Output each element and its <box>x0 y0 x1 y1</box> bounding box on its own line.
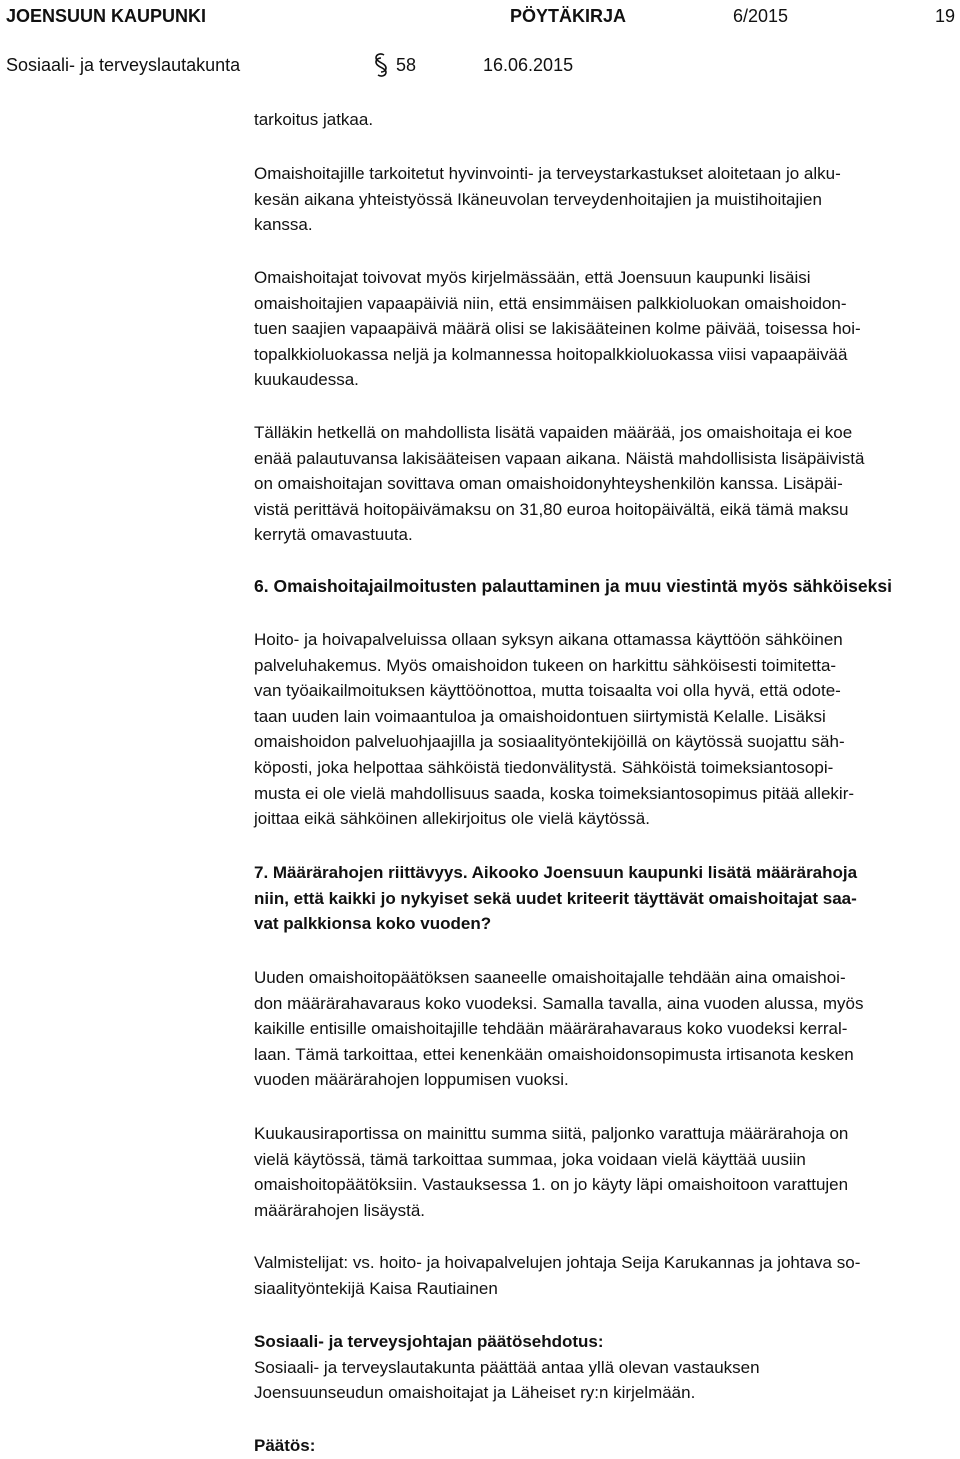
text-line: Sosiaali- ja terveyslautakunta päättää antaa yllä olevan vastauksen <box>254 1357 760 1377</box>
decision-heading: Päätös: <box>254 1436 316 1455</box>
text-line: taan uuden lain voimaantuloa ja omaishoidontuen siirtymistä Kelalle. Lisäksi <box>254 706 826 726</box>
page-number: 19 <box>935 6 956 26</box>
text-line: vielä käytössä, tämä tarkoittaa summaa, joka voidaan vielä käyttää uusiin <box>254 1149 806 1169</box>
text-line: van työaikailmoituksen käyttöönottoa, mutta toisaalta voi olla hyvä, että odote- <box>254 681 841 701</box>
text-line: Joensuunseudun omaishoitajat ja Läheiset ry:n kirjelmään. <box>254 1383 696 1403</box>
text-line: laan. Tämä tarkoittaa, ettei kenenkään omaishoidonsopimusta irtisanota kesken <box>254 1044 854 1064</box>
section-6-heading: 6. Omaishoitajailmoitusten palauttaminen ja muu viestintä myös sähköiseksi <box>254 576 892 596</box>
text-line: tuen saajien vapaapäivä määrä olisi se lakisääteinen kolme päivää, toisessa hoi- <box>254 319 861 339</box>
paragraph-health-checks <box>254 161 958 238</box>
text-line: niin, että kaikki jo nykyiset sekä uudet kriteerit täyttävät omaishoitajat saa- <box>254 888 857 908</box>
text-line: vuoden määrärahojen loppumisen vuoksi. <box>254 1070 569 1090</box>
text-line: Uuden omaishoitopäätöksen saaneelle omaishoitajalle tehdään aina omaishoi- <box>254 968 846 987</box>
text-line: enää palautuvansa lakisääteisen vapaan aikana. Näistä mahdollisista lisäpäivistä <box>254 448 865 468</box>
section-7-question <box>254 860 958 937</box>
section-number: 58 <box>396 55 417 75</box>
text-line: Hoito- ja hoivapalveluissa ollaan syksyn aikana ottamassa käyttöön sähköinen <box>254 630 843 649</box>
text-line: vistä perittävä hoitopäivämaksu on 31,80 euroa hoitopäivältä, eikä tämä maksu <box>254 499 849 519</box>
text-line: omaishoitajien vapaapäiviä niin, että ensimmäisen palkkioluokan omaishoidon- <box>254 293 847 313</box>
paragraph-days-off-request <box>254 265 958 393</box>
text-line: Kuukausiraportissa on mainittu summa siitä, paljonko varattuja määrärahoja on <box>254 1124 849 1143</box>
document-type: PÖYTÄKIRJA <box>510 6 627 26</box>
text-line: omaishoitopäätöksiin. Vastauksessa 1. on jo käyty läpi omaishoitoon varattujen <box>254 1175 849 1195</box>
proposal-heading: Sosiaali- ja terveysjohtajan päätösehdotus: <box>254 1332 604 1351</box>
section-sign-icon <box>370 52 392 78</box>
paragraph-appropriation-reservation <box>254 965 958 1093</box>
text-line: joittaa eikä sähköinen allekirjoitus ole vielä käytössä. <box>254 809 650 829</box>
text-line: kaikille entisille omaishoitajille tehdään määrärahavaraus koko vuodeksi kerral- <box>254 1019 848 1039</box>
text-line: Omaishoitajille tarkoitetut hyvinvointi- ja terveystarkastukset aloitetaan jo alku- <box>254 164 841 183</box>
document-number: 6/2015 <box>733 6 789 26</box>
paragraph-extra-days <box>254 420 958 548</box>
text-line: omaishoidon palveluohjaajilla ja sosiaalityöntekijöillä on käytössä suojattu säh- <box>254 732 845 752</box>
text-line: musta ei ole vielä mahdollisuus saada, koska toimeksiantosopimus pitää allekir- <box>254 783 855 803</box>
paragraph-monthly-report <box>254 1121 958 1223</box>
organization-name: JOENSUUN KAUPUNKI <box>6 6 207 26</box>
text-line: on omaishoitajan sovittava oman omaishoidonyhteyshenkilön kanssa. Lisäpäi- <box>254 474 843 494</box>
text-line: don määrärahavaraus koko vuodeksi. Samalla tavalla, aina vuoden alussa, myös <box>254 993 864 1013</box>
decision-proposal <box>254 1329 958 1406</box>
text-line: topalkkioluokassa neljä ja kolmannessa hoitopalkkioluokassa viisi vapaapäivää <box>254 344 848 364</box>
text-line: siaalityöntekijä Kaisa Rautiainen <box>254 1278 498 1298</box>
text-line: Tälläkin hetkellä on mahdollista lisätä vapaiden määrää, jos omaishoitaja ei koe <box>254 423 853 442</box>
text-line: tarkoitus jatkaa. <box>254 110 374 129</box>
text-line: kanssa. <box>254 215 313 235</box>
paragraph-continuation <box>254 107 958 133</box>
text-line: Omaishoitajat toivovat myös kirjelmässään, että Joensuun kaupunki lisäisi <box>254 268 811 287</box>
text-line: vat palkkionsa koko vuoden? <box>254 914 492 934</box>
paragraph-preparers <box>254 1250 958 1301</box>
text-line: köposti, joka helpottaa sähköistä tiedonvälitystä. Sähköistä toimeksiantosopi- <box>254 757 834 777</box>
paragraph-electronic-services <box>254 627 958 832</box>
text-line: kuukaudessa. <box>254 370 359 390</box>
text-line: määrärahojen lisäystä. <box>254 1200 426 1220</box>
board-name: Sosiaali- ja terveyslautakunta <box>6 55 241 75</box>
text-line: kesän aikana yhteistyössä Ikäneuvolan terveydenhoitajien ja muistihoitajien <box>254 189 822 209</box>
text-line: 7. Määrärahojen riittävyys. Aikooko Joensuun kaupunki lisätä määrärahoja <box>254 863 858 882</box>
text-line: palveluhakemus. Myös omaishoidon tukeen on harkittu sähköisesti toimitetta- <box>254 655 837 675</box>
text-line: Valmistelijat: vs. hoito- ja hoivapalvelujen johtaja Seija Karukannas ja johtava so- <box>254 1253 861 1272</box>
meeting-date: 16.06.2015 <box>483 55 574 75</box>
text-line: kerrytä omavastuuta. <box>254 525 413 545</box>
